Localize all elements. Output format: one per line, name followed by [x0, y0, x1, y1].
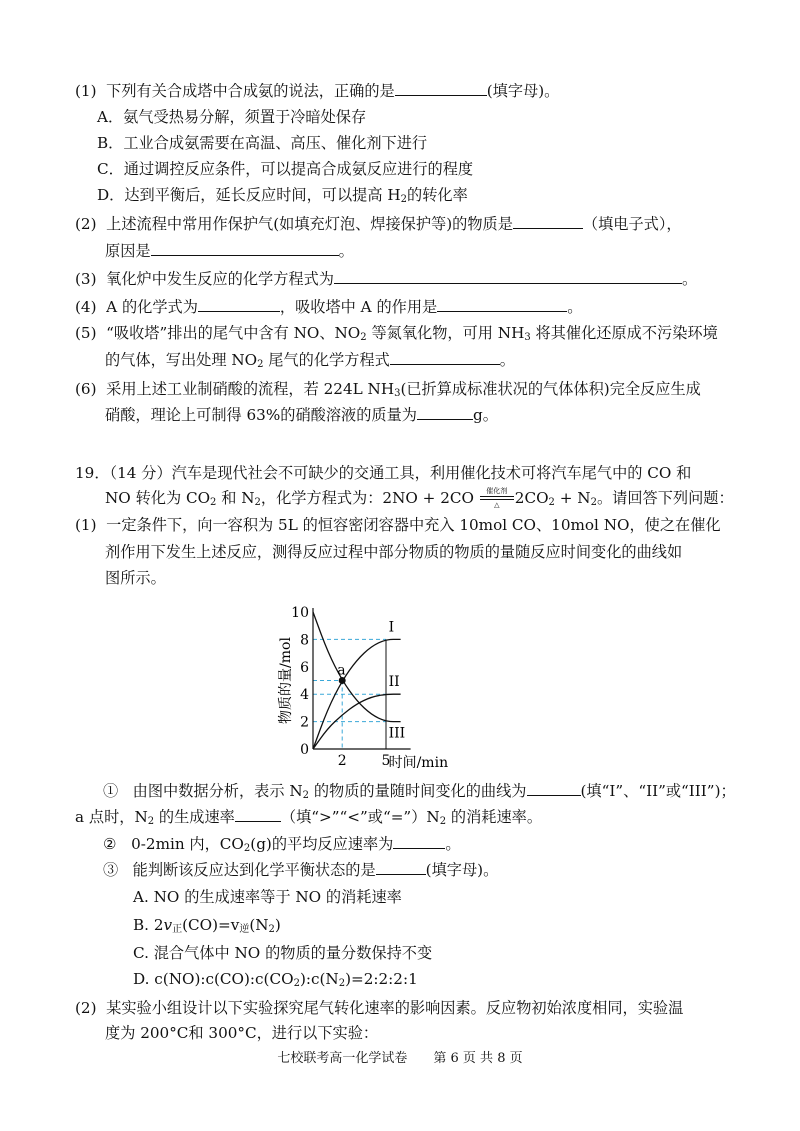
option-d: D．达到平衡后，延长反应时间，可以提高 $H_2$的转化率	[97, 186, 468, 205]
page-footer: 七校联考高一化学试卷 第 6 页 共 8 页	[277, 1051, 523, 1066]
answer-blank[interactable]	[513, 213, 583, 229]
answer-blank[interactable]	[393, 833, 445, 849]
q19-part1: (1) 一定条件下，向一容积为 5L 的恒容密闭容器中充入 10mol CO、10mol NO，使之在催化	[75, 516, 721, 534]
option-c: C．通过调控反应条件，可以提高合成氨反应进行的程度	[97, 160, 474, 178]
q19-option-a: A. NO 的生成速率等于 NO 的消耗速率	[133, 888, 402, 906]
q18-part6: (6) 采用上述工业制硝酸的流程，若 224L $NH_3$(已折算成标准状况的气体体积)完全反应生成	[75, 380, 701, 399]
answer-blank[interactable]	[151, 240, 339, 256]
q19-sub3: ③ 能判断该反应达到化学平衡状态的是 (填字母)。	[103, 861, 499, 879]
answer-blank[interactable]	[437, 296, 567, 312]
x-axis-label: 时间/min	[388, 755, 449, 771]
point-a-label: a	[337, 662, 346, 679]
y-tick-label: 4	[300, 687, 309, 704]
q19-part1-line2: 剂作用下发生上述反应，测得反应过程中部分物质的物质的量随反应时间变化的曲线如	[105, 543, 683, 561]
answer-blank[interactable]	[527, 780, 581, 796]
y-tick-label: 2	[300, 714, 309, 731]
q19-sub1-line2: a 点时，$N_2$ 的生成速率 （填“>”“<”或“$=”)N_2$ 的消耗速率。	[75, 808, 543, 827]
q19-sub2: ② 0-2min 内，$CO_2(g)$的平均反应速率为 。	[103, 835, 461, 854]
q19-part1-line3: 图所示。	[105, 569, 166, 587]
q18-part2-reason: 原因是 。	[105, 242, 354, 260]
q19-part2: (2) 某实验小组设计以下实验探究尾气转化速率的影响因素。反应物初始浓度相同，实验温	[75, 999, 684, 1017]
answer-blank[interactable]	[334, 268, 682, 284]
option-a: A．氨气受热易分解，须置于冷暗处保存	[97, 108, 367, 126]
y-tick-label: 8	[300, 632, 309, 649]
answer-blank[interactable]	[376, 859, 426, 875]
q19-sub1: ① 由图中数据分析，表示 $N_2$ 的物质的量随时间变化的曲线为 (填“I”、“II”或“III”)；	[103, 782, 736, 801]
q18-part3: (3) 氧化炉中发生反应的化学方程式为 。	[75, 270, 698, 288]
x-tick-label: 5	[381, 753, 391, 769]
option-b: B．工业合成氨需要在高温、高压、催化剂下进行	[97, 134, 428, 152]
q19-part2-line2: 度为 200°C和 300°C，进行以下实验：	[105, 1024, 379, 1042]
series-label-I: I	[388, 619, 395, 636]
y-tick-label: 6	[300, 659, 309, 676]
q19-option-d: D. $c(NO):c(CO):c(CO_2):c(N_2)=2:2:2:1$	[133, 970, 418, 989]
y-axis-label: 物质的量/mol	[278, 637, 294, 724]
q19-option-c: C. 混合气体中 NO 的物质的量分数保持不变	[133, 944, 433, 962]
series-line-III	[313, 612, 401, 722]
answer-blank[interactable]	[417, 404, 473, 420]
q19-intro-line1: 19．（14 分）汽车是现代社会不可缺少的交通工具，利用催化技术可将汽车尾气中的 CO 和	[75, 464, 692, 482]
y-tick-label: 0	[300, 742, 309, 758]
series-label-II: II	[388, 674, 400, 691]
q18-part4: (4) A 的化学式为 ，吸收塔中 A 的作用是 。	[75, 298, 583, 316]
answer-blank[interactable]	[390, 349, 500, 365]
catalyst-equilibrium-arrow: 催化剂 △	[480, 487, 514, 509]
amount-time-chart	[268, 596, 548, 786]
answer-blank[interactable]	[395, 80, 487, 96]
q19-option-b: B. $2v_正(CO)=v_逆(N_2)$	[133, 916, 281, 935]
q19-intro-line2: NO 转化为 $CO_2$ 和 $N_2$，化学方程式为：2NO + 2CO 催化剂 △ $2CO_2 + N_2$。请回答下列问题：	[105, 487, 734, 509]
q18-part2: (2) 上述流程中常用作保护气(如填充灯泡、焊接保护等)的物质是 （填电子式），	[75, 215, 682, 233]
answer-blank[interactable]	[235, 806, 281, 822]
q18-part5: (5) “吸收塔”排出的尾气中含有 NO、$NO_2$ 等氮氧化物，可用 $NH_3$ 将其催化还原成不污染环境	[75, 324, 718, 343]
q18-part5-line2: 的气体，写出处理 $NO_2$ 尾气的化学方程式 。	[105, 351, 515, 370]
q18-part1: (1) 下列有关合成塔中合成氨的说法，正确的是 (填字母)。	[75, 82, 560, 100]
q18-part6-line2: 硝酸，理论上可制得 63%的硝酸溶液的质量为 g。	[105, 406, 498, 424]
answer-blank[interactable]	[198, 296, 280, 312]
y-tick-label: 10	[291, 605, 309, 621]
series-label-III: III	[388, 725, 406, 742]
x-tick-label: 2	[337, 753, 347, 769]
